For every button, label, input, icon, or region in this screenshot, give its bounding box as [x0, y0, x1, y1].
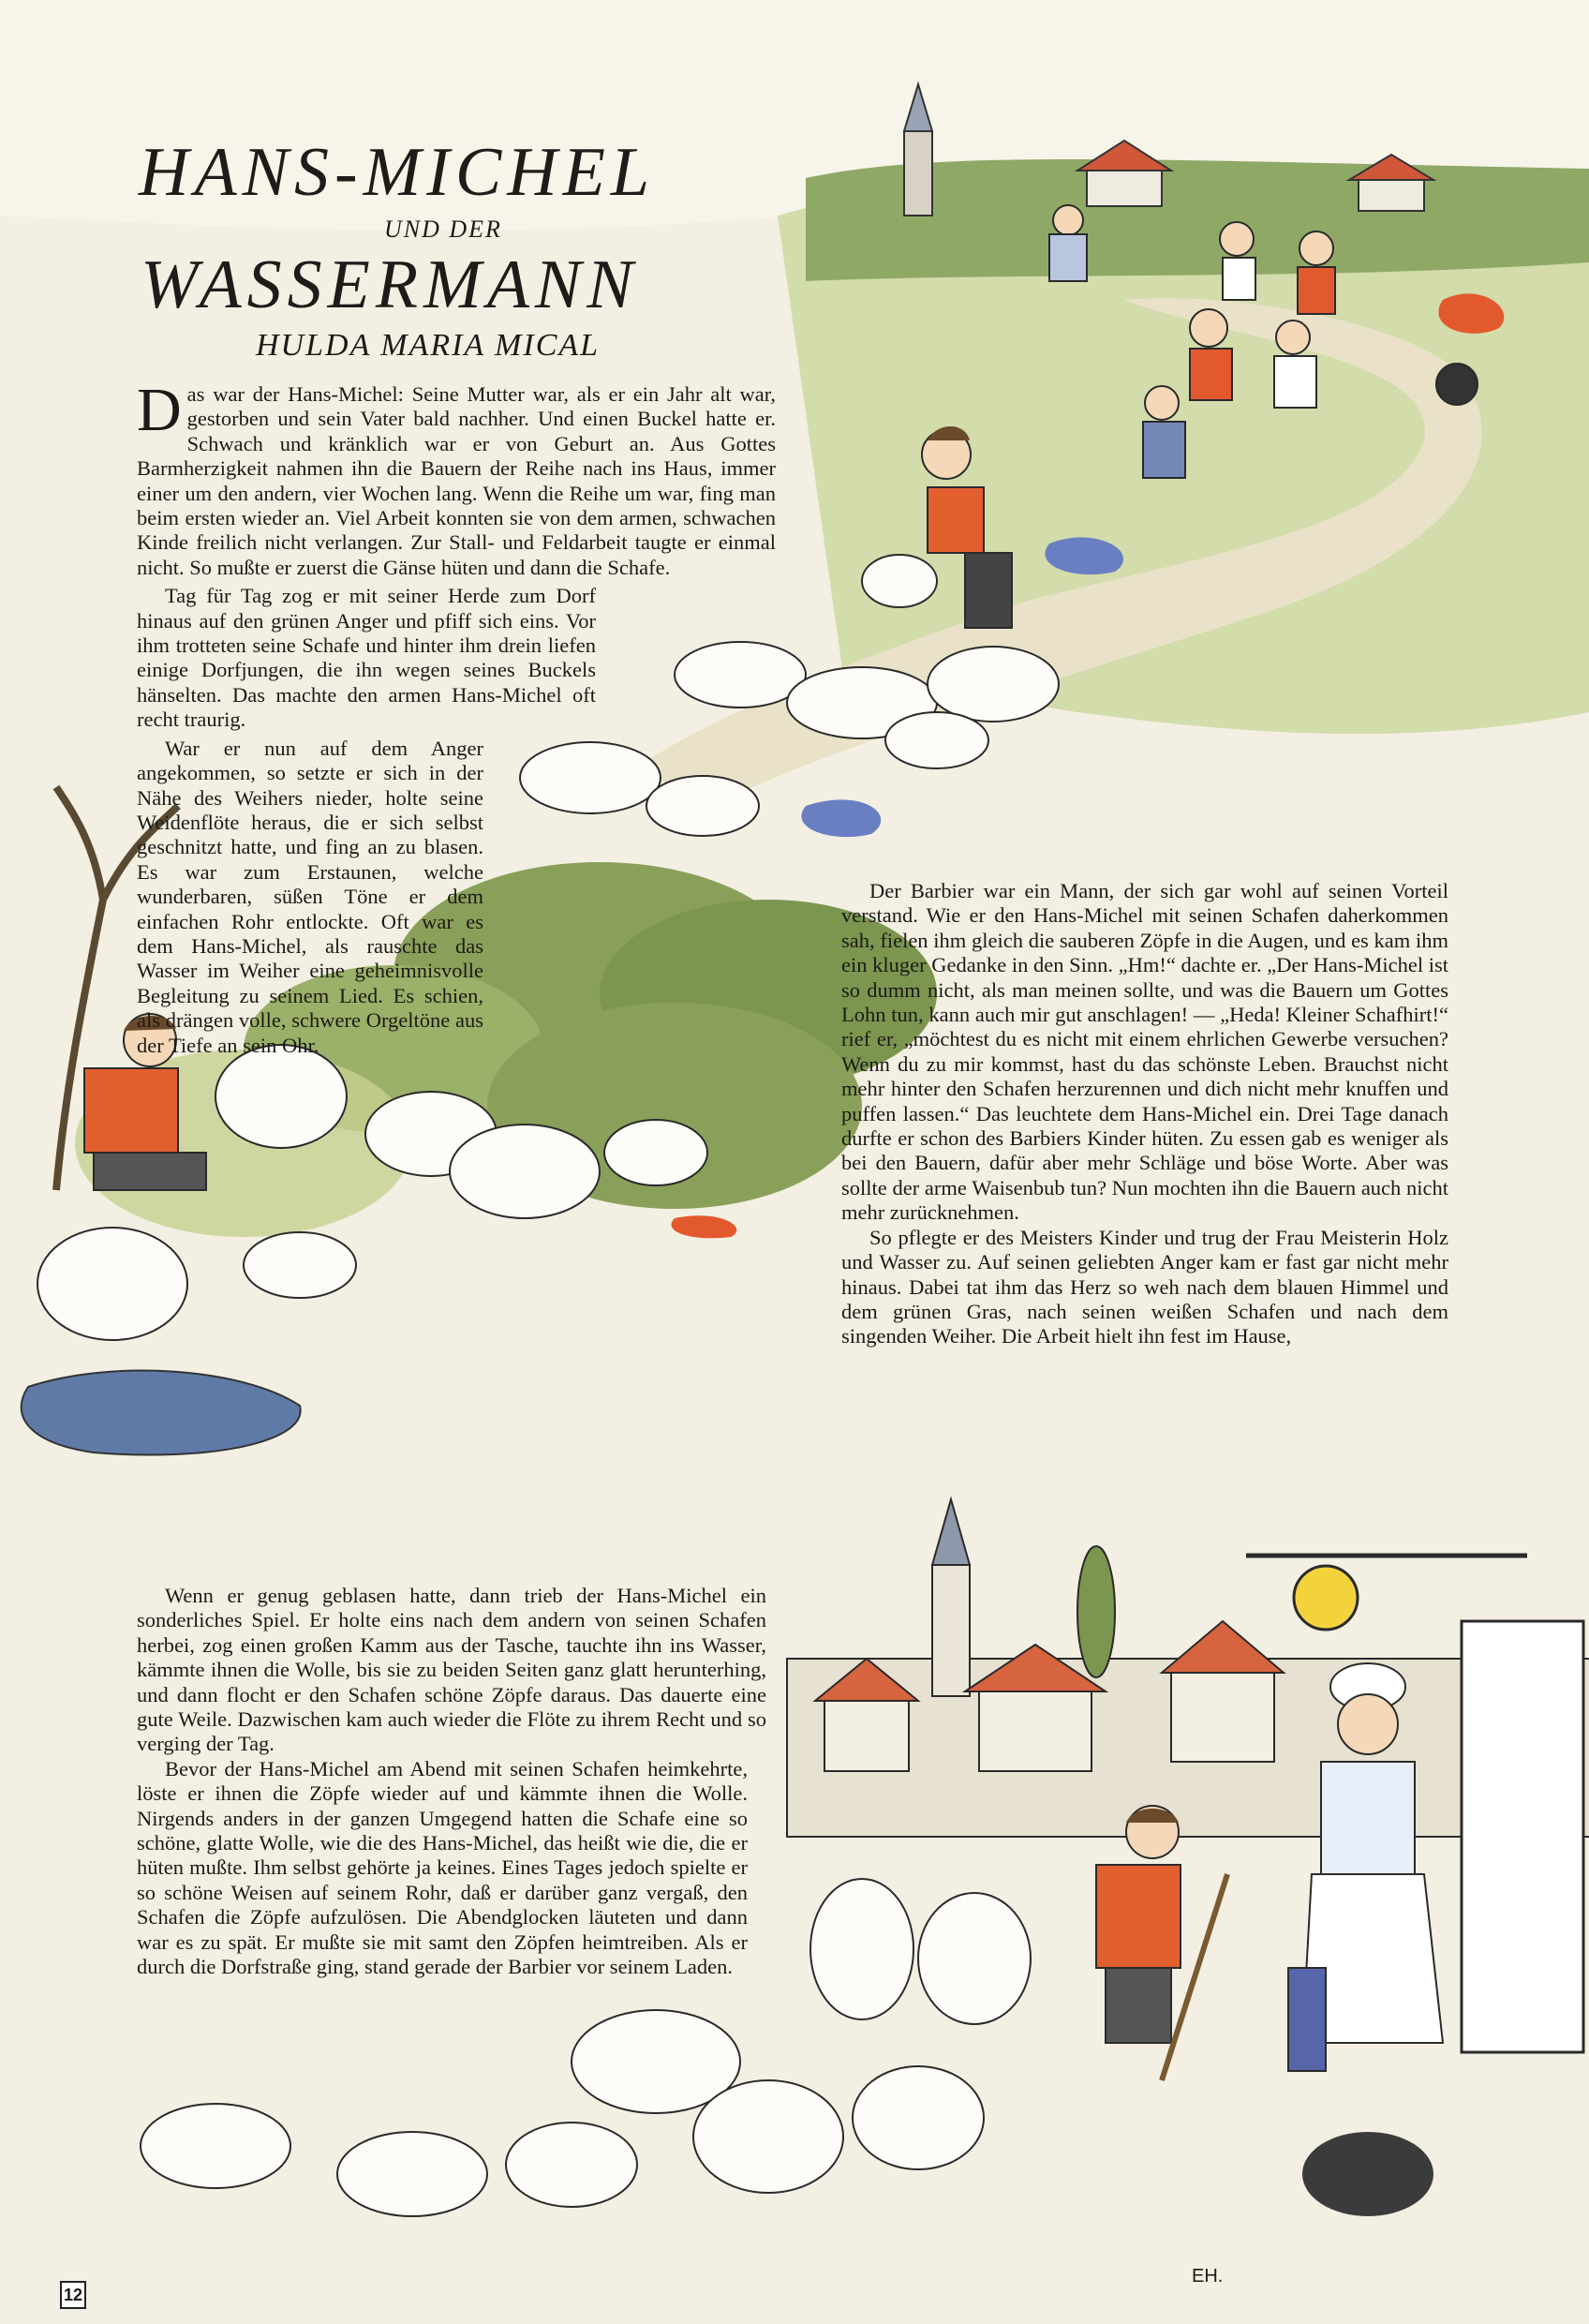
paragraph-2: Tag für Tag zog er mit seiner Herde zum Dorf hinaus auf den grünen Anger und pfiff sich eins. Vor ihm trotteten seine Schafe und hinter ihm drein liefen einige Dorfjungen, die ihn wegen seines Buckels hänselten. Das machte den armen Hans-Michel oft recht traurig.	[137, 584, 596, 732]
paragraph-4: Wenn er genug geblasen hatte, dann trieb der Hans-Michel ein sonderliches Spiel. Er holte eins nach dem andern von seinen Schafen herbei, zog einen großen Kamm aus der Tasche, tauchte ihn ins Wasser, kämmte ihnen die Wolle, bis sie zu beiden Seiten ganz glatt herunterhing, und dann flocht er den Schafen schöne Zöpfe daraus. Das dauerte eine gute Weile. Dazwischen kam auch wieder die Flöte zu ihrem Recht und so verging der Tag.	[137, 1584, 766, 1756]
paragraph-6: Der Barbier war ein Mann, der sich gar wohl auf seinen Vorteil verstand. Wie er den Hans-Michel mit seinen Schafen daherkommen sah, fielen ihm gleich die sauberen Zöpfe in die Augen, und es kam ihm ein kluger Gedanke in den Sinn. „Hm!“ dachte er. „Der Hans-Michel ist so dumm nicht, als man meinen sollte, und was die Bauern um Gottes Lohn tun, kann auch mir gut anschlagen! — „Heda! Kleiner Schafhirt!“ rief er, „möchtest du es nicht mit einem ehrlichen Gewerbe versuchen? Wenn du zu mir kommst, hast du das schönste Leben. Brauchst nicht mehr hinter den Schafen herzurennen und dich nicht mehr knuffen und puffen lassen.“ Das leuchtete dem Hans-Michel ein. Drei Tage danach durfte er schon des Barbiers Kinder hüten. Zu essen gab es weniger als bei den Bauern, dafür aber mehr Schläge und böse Worte. Aber was sollte der arme Waisenbub tun? Nun mochten ihn die Bauern auch nicht mehr zurücknehmen.	[841, 879, 1448, 1225]
article-column-right	[841, 879, 1448, 1349]
title-line-1: HANS-MICHEL	[139, 134, 656, 211]
artist-signature: EH.	[1192, 2266, 1224, 2287]
paragraph-5: Bevor der Hans-Michel am Abend mit seinen Schafen heimkehrte, löste er ihnen die Zöpfe wieder auf und kämmte ihnen die Wolle. Nirgends anders in der ganzen Umgegend hatten die Schafe eine so schöne, glatte Wolle, wie die des Hans-Michel, das heißt wie die, die er hüten mußte. Ihm selbst gehörte ja keines. Eines Tages jedoch spielte er so schöne Weisen auf seinem Rohr, daß er darüber ganz vergaß, den Schafen die Zöpfe aufzulösen. Die Abendglocken läuteten und dann war es zu spät. Er mußte sie mit samt den Zöpfen heimtreiben. Als er durch die Dorfstraße ging, stand gerade der Barbier vor seinem Laden.	[137, 1756, 748, 1979]
barber-sign	[1294, 1566, 1358, 1630]
author-name: HULDA MARIA MICAL	[256, 328, 601, 363]
title-connector: UND DER	[384, 216, 502, 243]
paragraph-1	[137, 376, 776, 580]
paragraph-1-text: as war der Hans-Michel: Seine Mutter war, als er ein Jahr alt war, gestorben und sein Vater bald nachher. Und einen Buckel hatte er. Schwach und kränklich war er von Geburt an. Aus Gottes Barmherzigkeit nahmen ihn die Bauern der Reihe nach ins Haus, immer einer um den andern, vier Wochen lang. Wenn die Reihe um war, fing man beim ersten wieder an. Viel Arbeit konnten sie von dem armen, schwachen Kinde freilich nicht verlangen. Zur Stall- und Feldarbeit taugte er einmal nicht. So mußte er zuerst die Gänse hüten und dann die Schafe.	[137, 382, 776, 579]
dog	[1302, 2132, 1433, 2216]
pond	[22, 1371, 301, 1455]
page-number: 12	[60, 2281, 86, 2309]
drop-cap: D	[137, 376, 182, 444]
paragraph-3: War er nun auf dem Anger angekommen, so setzte er sich in der Nähe des Weihers nieder, holte seine Weidenflöte heraus, die er sich selbst geschnitzt hatte, und fing an zu blasen. Es war zum Erstaunen, welche wunderbaren, süßen Töne er dem einfachen Rohr entlockte. Oft war es dem Hans-Michel, als rauschte das Wasser im Weiher eine geheimnisvolle Begleitung zu seinem Lied. Es schien, als drängen volle, schwere Orgeltöne aus der Tiefe an sein Ohr.	[137, 736, 483, 1057]
paragraph-7: So pflegte er des Meisters Kinder und trug der Frau Meisterin Holz und Wasser zu. Auf seinen geliebten Anger kam er fast gar nicht mehr hinaus. Dabei tat ihm das Herz so weh nach dem blauen Himmel und dem grünen Gras, nach seinen weißen Schafen und nach dem singenden Weiher. Die Arbeit hielt ihn fest im Hause,	[841, 1225, 1448, 1348]
boy-with-staff	[1096, 1806, 1227, 2080]
article-column-left	[137, 376, 776, 1058]
shop-door	[1462, 1621, 1583, 2052]
article-column-lower-left	[137, 1584, 766, 1980]
title-line-2: WASSERMANN	[141, 246, 639, 323]
